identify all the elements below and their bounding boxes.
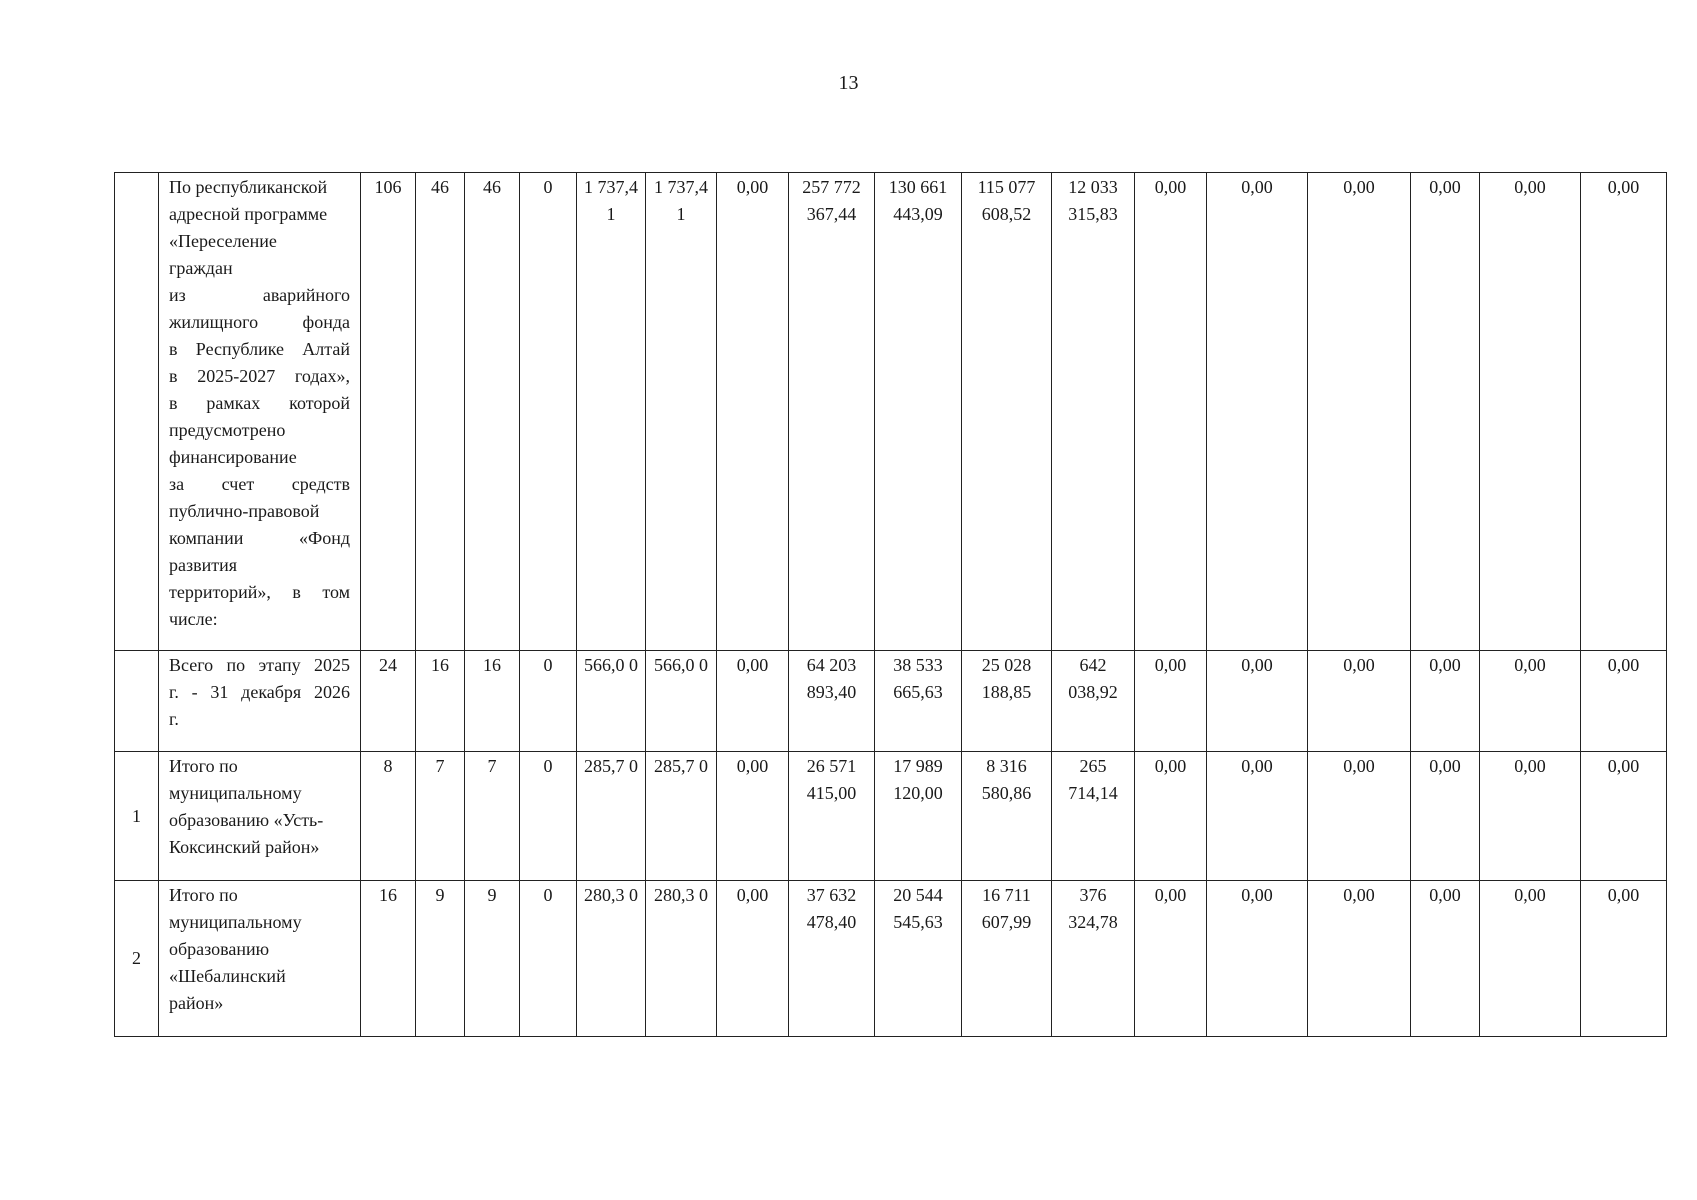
value-cell: 7 <box>416 752 465 881</box>
row-name-cell <box>159 881 361 1037</box>
row-number-cell <box>115 173 159 651</box>
value-cell: 285,7 0 <box>577 752 646 881</box>
program-table-body <box>115 173 1667 1037</box>
value-cell: 280,3 0 <box>646 881 717 1037</box>
value-cell: 7 <box>465 752 520 881</box>
value-cell: 0,00 <box>1308 752 1411 881</box>
row-name-line: Коксинский район» <box>169 837 320 857</box>
value-cell: 0,00 <box>717 881 789 1037</box>
row-name-line: адресной программе <box>169 204 328 224</box>
value-cell: 0,00 <box>1581 173 1667 651</box>
value-cell: 0,00 <box>1135 651 1207 752</box>
value-cell: 8 <box>361 752 416 881</box>
value-cell: 17 989 120,00 <box>875 752 962 881</box>
row-name-line: г. - 31 декабря 2026 <box>169 682 350 702</box>
row-name-line: публично-правовой <box>169 501 320 521</box>
value-cell: 16 <box>465 651 520 752</box>
row-name-line: образованию «Усть- <box>169 810 324 830</box>
value-cell: 566,0 0 <box>646 651 717 752</box>
value-cell: 16 <box>361 881 416 1037</box>
row-name-cell <box>159 651 361 752</box>
value-cell: 130 661 443,09 <box>875 173 962 651</box>
value-cell: 0,00 <box>1411 651 1480 752</box>
row-number-cell: 2 <box>115 881 159 1037</box>
row-name-line: предусмотрено <box>169 420 286 440</box>
value-cell: 0,00 <box>1308 881 1411 1037</box>
value-cell: 0,00 <box>1581 752 1667 881</box>
row-name-line: жилищного фонда <box>169 312 350 332</box>
value-cell: 0,00 <box>1581 651 1667 752</box>
value-cell: 0,00 <box>1581 881 1667 1037</box>
row-name-line: в Республике Алтай <box>169 339 350 359</box>
value-cell: 9 <box>416 881 465 1037</box>
row-name-line: «Переселение <box>169 231 277 251</box>
value-cell: 0,00 <box>1480 173 1581 651</box>
value-cell: 115 077 608,52 <box>962 173 1052 651</box>
table-row <box>115 173 1667 651</box>
value-cell: 46 <box>416 173 465 651</box>
value-cell: 1 737,4 1 <box>646 173 717 651</box>
value-cell: 0,00 <box>717 651 789 752</box>
value-cell: 0,00 <box>1135 881 1207 1037</box>
value-cell: 20 544 545,63 <box>875 881 962 1037</box>
value-cell: 0,00 <box>1411 881 1480 1037</box>
value-cell: 0,00 <box>1480 752 1581 881</box>
value-cell: 106 <box>361 173 416 651</box>
value-cell: 8 316 580,86 <box>962 752 1052 881</box>
row-name-line: компании «Фонд <box>169 528 350 548</box>
row-name-line: По республиканской <box>169 177 328 197</box>
value-cell: 25 028 188,85 <box>962 651 1052 752</box>
row-name-line: в 2025-2027 годах», <box>169 366 350 386</box>
value-cell: 1 737,4 1 <box>577 173 646 651</box>
page-number: 13 <box>838 72 859 94</box>
value-cell: 0,00 <box>1207 651 1308 752</box>
table-row <box>115 881 1667 1037</box>
value-cell: 12 033 315,83 <box>1052 173 1135 651</box>
row-name-line: в рамках которой <box>169 393 350 413</box>
value-cell: 376 324,78 <box>1052 881 1135 1037</box>
row-name-line: Всего по этапу 2025 <box>169 655 350 675</box>
value-cell: 24 <box>361 651 416 752</box>
row-number-cell <box>115 651 159 752</box>
row-name-line: район» <box>169 993 224 1013</box>
row-number-cell: 1 <box>115 752 159 881</box>
value-cell: 0,00 <box>1207 752 1308 881</box>
row-name-line: финансирование <box>169 447 297 467</box>
row-name-line: Итого по <box>169 885 238 905</box>
value-cell: 0 <box>520 881 577 1037</box>
value-cell: 0,00 <box>1411 752 1480 881</box>
value-cell: 642 038,92 <box>1052 651 1135 752</box>
value-cell: 265 714,14 <box>1052 752 1135 881</box>
value-cell: 0,00 <box>1207 881 1308 1037</box>
value-cell: 37 632 478,40 <box>789 881 875 1037</box>
value-cell: 257 772 367,44 <box>789 173 875 651</box>
program-table <box>114 172 1667 1037</box>
row-name-cell <box>159 752 361 881</box>
row-name-line: Итого по <box>169 756 238 776</box>
value-cell: 9 <box>465 881 520 1037</box>
row-name-line: числе: <box>169 609 218 629</box>
row-name-line: граждан <box>169 258 233 278</box>
value-cell: 0,00 <box>1308 651 1411 752</box>
row-name-cell <box>159 173 361 651</box>
row-name-line: «Шебалинский <box>169 966 286 986</box>
value-cell: 0,00 <box>1135 173 1207 651</box>
value-cell: 0,00 <box>1411 173 1480 651</box>
row-name-line: образованию <box>169 939 270 959</box>
table-row <box>115 752 1667 881</box>
value-cell: 16 711 607,99 <box>962 881 1052 1037</box>
value-cell: 46 <box>465 173 520 651</box>
row-name-line: территорий», в том <box>169 582 350 602</box>
value-cell: 0 <box>520 173 577 651</box>
row-name-line: муниципальному <box>169 912 302 932</box>
row-name-line: г. <box>169 709 179 729</box>
value-cell: 0,00 <box>1207 173 1308 651</box>
value-cell: 280,3 0 <box>577 881 646 1037</box>
value-cell: 64 203 893,40 <box>789 651 875 752</box>
value-cell: 285,7 0 <box>646 752 717 881</box>
value-cell: 0,00 <box>1480 651 1581 752</box>
value-cell: 0,00 <box>1135 752 1207 881</box>
value-cell: 0,00 <box>1308 173 1411 651</box>
table-row <box>115 651 1667 752</box>
row-name-line: из аварийного <box>169 285 350 305</box>
value-cell: 16 <box>416 651 465 752</box>
value-cell: 0 <box>520 651 577 752</box>
value-cell: 26 571 415,00 <box>789 752 875 881</box>
value-cell: 38 533 665,63 <box>875 651 962 752</box>
value-cell: 566,0 0 <box>577 651 646 752</box>
row-name-line: развития <box>169 555 238 575</box>
row-name-line: за счет средств <box>169 474 350 494</box>
row-name-line: муниципальному <box>169 783 302 803</box>
value-cell: 0,00 <box>717 752 789 881</box>
value-cell: 0,00 <box>1480 881 1581 1037</box>
value-cell: 0 <box>520 752 577 881</box>
value-cell: 0,00 <box>717 173 789 651</box>
